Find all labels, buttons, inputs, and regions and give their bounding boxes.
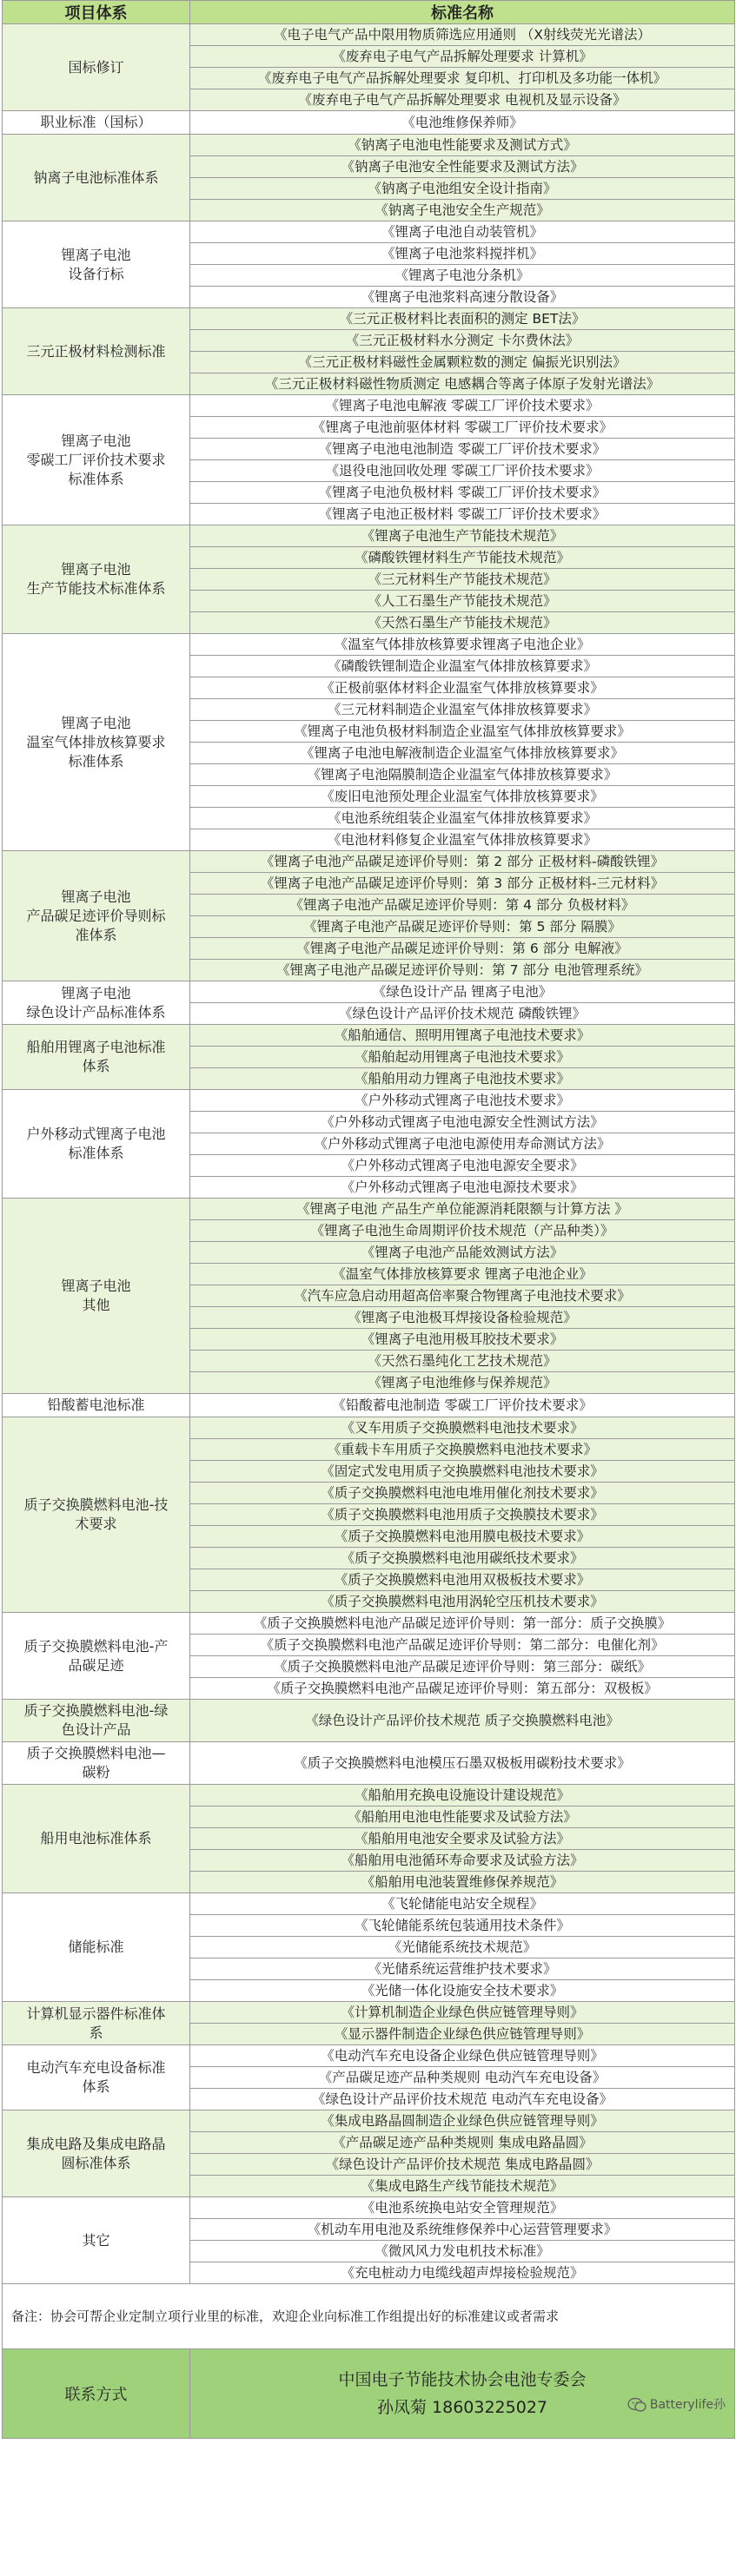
standard-name-cell: 《锂离子电池产品碳足迹评价导则：第 7 部分 电池管理系统》 [190,960,735,981]
category-cell: 电动汽车充电设备标准 体系 [3,2045,190,2110]
table-row [3,308,735,330]
category-cell: 锂离子电池 其他 [3,1199,190,1394]
standard-name-cell: 《废弃电子电气产品拆解处理要求 计算机》 [190,46,735,68]
table-body [3,24,735,2284]
standard-name-cell: 《微风风力发电机技术标准》 [190,2241,735,2262]
table-row [3,24,735,46]
category-cell: 户外移动式锂离子电池 标准体系 [3,1090,190,1199]
standard-name-cell: 《锂离子电池电池制造 零碳工厂评价技术要求》 [190,439,735,460]
standard-name-cell: 《光储系统运营维护技术要求》 [190,1958,735,1980]
category-cell: 锂离子电池 温室气体排放核算要求 标准体系 [3,634,190,851]
category-cell: 钠离子电池标准体系 [3,135,190,221]
table-row [3,1785,735,1807]
standard-name-cell: 《锂离子电池隔膜制造企业温室气体排放核算要求》 [190,764,735,786]
standard-name-cell: 《温室气体排放核算要求锂离子电池企业》 [190,634,735,656]
standard-name-cell: 《船舶用动力锂离子电池技术要求》 [190,1068,735,1090]
standard-name-cell: 《废弃电子电气产品拆解处理要求 复印机、打印机及多功能一体机》 [190,68,735,89]
contact-person: 孙凤菊 18603225027 [376,2398,547,2417]
standard-name-cell: 《锂离子电池产品碳足迹评价导则：第 5 部分 隔膜》 [190,916,735,938]
watermark [627,2391,726,2419]
standard-name-cell: 《钠离子电池安全生产规范》 [190,200,735,221]
standard-name-cell: 《锂离子电池极耳焊接设备检验规范》 [190,1307,735,1329]
standard-name-cell: 《电子电气产品中限用物质筛选应用通则 （X射线荧光光谱法） [190,24,735,46]
table-header-row [3,1,735,24]
category-cell: 船用电池标准体系 [3,1785,190,1893]
standard-name-cell: 《显示器件制造企业绿色供应链管理导则》 [190,2024,735,2045]
standard-name-cell: 《电池维修保养师》 [190,111,735,135]
standard-name-cell: 《正极前驱体材料企业温室气体排放核算要求》 [190,677,735,699]
standard-name-cell: 《光储能系统技术规范》 [190,1937,735,1958]
standard-name-cell: 《磷酸铁锂制造企业温室气体排放核算要求》 [190,656,735,677]
standard-name-cell: 《电池材料修复企业温室气体排放核算要求》 [190,829,735,851]
category-cell: 职业标准（国标） [3,111,190,135]
standard-name-cell: 《机动车用电池及系统维修保养中心运营管理要求》 [190,2219,735,2241]
category-cell: 船舶用锂离子电池标准 体系 [3,1025,190,1090]
standard-name-cell: 《锂离子电池 产品生产单位能源消耗限额与计算方法 》 [190,1199,735,1220]
standard-name-cell: 《钠离子电池电性能要求及测试方式》 [190,135,735,156]
standard-name-cell: 《产品碳足迹产品种类规则 集成电路晶圆》 [190,2132,735,2154]
standard-name-cell: 《锂离子电池生命周期评价技术规范（产品种类）》 [190,1220,735,1242]
standard-name-cell: 《集成电路晶圆制造企业绿色供应链管理导则》 [190,2110,735,2132]
standard-name-cell: 《飞轮储能电站安全规程》 [190,1893,735,1915]
table-row [3,1199,735,1220]
category-cell: 质子交换膜燃料电池— 碳粉 [3,1742,190,1785]
standard-name-cell: 《天然石墨生产节能技术规范》 [190,612,735,634]
standard-name-cell: 《户外移动式锂离子电池电源技术要求》 [190,1177,735,1199]
standard-name-cell: 《电池系统组装企业温室气体排放核算要求》 [190,808,735,829]
table-row [3,221,735,243]
watermark-text: Batterylife孙 [649,2398,726,2412]
standard-name-cell: 《铅酸蓄电池制造 零碳工厂评价技术要求》 [190,1394,735,1417]
standard-name-cell: 《退役电池回收处理 零碳工厂评价技术要求》 [190,460,735,482]
standard-name-cell: 《充电桩动力电缆线超声焊接检验规范》 [190,2262,735,2284]
contact-org: 中国电子节能技术协会电池专委会 [338,2370,587,2389]
table-row [3,2002,735,2024]
standard-name-cell: 《船舶用电池安全要求及试验方法》 [190,1828,735,1850]
category-cell: 储能标准 [3,1893,190,2002]
standard-name-cell: 《废弃电子电气产品拆解处理要求 电视机及显示设备》 [190,89,735,111]
standard-name-cell: 《锂离子电池负极材料制造企业温室气体排放核算要求》 [190,721,735,743]
table-row [3,1700,735,1742]
table-row [3,2197,735,2219]
standard-name-cell: 《船舶用电池装置维修保养规范》 [190,1872,735,1893]
table-row [3,634,735,656]
standard-name-cell: 《锂离子电池浆料搅拌机》 [190,243,735,265]
category-cell: 锂离子电池 生产节能技术标准体系 [3,525,190,634]
standard-name-cell: 《质子交换膜燃料电池用质子交换膜技术要求》 [190,1504,735,1526]
standard-name-cell: 《锂离子电池前驱体材料 零碳工厂评价技术要求》 [190,417,735,439]
contact-row [3,2349,735,2439]
standard-name-cell: 《户外移动式锂离子电池电源安全要求》 [190,1155,735,1177]
table-row [3,851,735,873]
standard-name-cell: 《质子交换膜燃料电池用膜电极技术要求》 [190,1526,735,1548]
standard-name-cell: 《磷酸铁锂材料生产节能技术规范》 [190,547,735,569]
standard-name-cell: 《锂离子电池用极耳胶技术要求》 [190,1329,735,1351]
table-row [3,1025,735,1047]
standard-name-cell: 《三元正极材料水分测定 卡尔费休法》 [190,330,735,352]
standard-name-cell: 《船舶用充换电设施设计建设规范》 [190,1785,735,1807]
standard-name-cell: 《人工石墨生产节能技术规范》 [190,591,735,612]
contact-label: 联系方式 [3,2349,190,2439]
header-standard-name: 标准名称 [190,1,735,24]
category-cell: 质子交换膜燃料电池-绿 色设计产品 [3,1700,190,1742]
standard-name-cell: 《计算机制造企业绿色供应链管理导则》 [190,2002,735,2024]
standards-table [2,0,735,2439]
standard-name-cell: 《三元正极材料磁性金属颗粒数的测定 偏振光识别法》 [190,352,735,373]
category-cell: 计算机显示器件标准体 系 [3,2002,190,2045]
standard-name-cell: 《质子交换膜燃料电池模压石墨双极板用碳粉技术要求》 [190,1742,735,1785]
standard-name-cell: 《重载卡车用质子交换膜燃料电池技术要求》 [190,1439,735,1461]
table-row [3,981,735,1003]
standard-name-cell: 《钠离子电池组安全设计指南》 [190,178,735,200]
standard-name-cell: 《绿色设计产品评价技术规范 集成电路晶圆》 [190,2154,735,2176]
standard-name-cell: 《集成电路生产线节能技术规范》 [190,2176,735,2197]
standard-name-cell: 《绿色设计产品评价技术规范 磷酸铁锂》 [190,1003,735,1025]
standard-name-cell: 《锂离子电池维修与保养规范》 [190,1372,735,1394]
standard-name-cell: 《锂离子电池电解液制造企业温室气体排放核算要求》 [190,743,735,764]
standard-name-cell: 《锂离子电池产品碳足迹评价导则：第 3 部分 正极材料-三元材料》 [190,873,735,895]
table-row [3,525,735,547]
standard-name-cell: 《锂离子电池浆料高速分散设备》 [190,287,735,308]
standard-name-cell: 《锂离子电池电解液 零碳工厂评价技术要求》 [190,395,735,417]
standard-name-cell: 《固定式发电用质子交换膜燃料电池技术要求》 [190,1461,735,1483]
table-row [3,395,735,417]
category-cell: 锂离子电池 产品碳足迹评价导则标 准体系 [3,851,190,981]
standard-name-cell: 《锂离子电池分条机》 [190,265,735,287]
standard-name-cell: 《产品碳足迹产品种类规则 电动汽车充电设备》 [190,2067,735,2089]
standard-name-cell: 《锂离子电池负极材料 零碳工厂评价技术要求》 [190,482,735,504]
standard-name-cell: 《船舶起动用锂离子电池技术要求》 [190,1047,735,1068]
standard-name-cell: 《三元正极材料比表面积的测定 BET法》 [190,308,735,330]
table-row [3,1613,735,1635]
standard-name-cell: 《电池系统换电站安全管理规范》 [190,2197,735,2219]
standard-name-cell: 《锂离子电池生产节能技术规范》 [190,525,735,547]
standard-name-cell: 《户外移动式锂离子电池技术要求》 [190,1090,735,1112]
standard-name-cell: 《叉车用质子交换膜燃料电池技术要求》 [190,1417,735,1439]
standard-name-cell: 《汽车应急启动用超高倍率聚合物锂离子电池技术要求》 [190,1285,735,1307]
category-cell: 其它 [3,2197,190,2284]
category-cell: 国标修订 [3,24,190,111]
standard-name-cell: 《质子交换膜燃料电池用涡轮空压机技术要求》 [190,1591,735,1613]
standard-name-cell: 《绿色设计产品评价技术规范 质子交换膜燃料电池》 [190,1700,735,1742]
standard-name-cell: 《户外移动式锂离子电池电源使用寿命测试方法》 [190,1133,735,1155]
table-row [3,1742,735,1785]
standard-name-cell: 《三元材料生产节能技术规范》 [190,569,735,591]
table-row [3,2045,735,2067]
standard-name-cell: 《质子交换膜燃料电池电堆用催化剂技术要求》 [190,1483,735,1504]
header-project-system: 项目体系 [3,1,190,24]
category-cell: 锂离子电池 零碳工厂评价技术要求 标准体系 [3,395,190,525]
standard-name-cell: 《船舶通信、照明用锂离子电池技术要求》 [190,1025,735,1047]
standard-name-cell: 《绿色设计产品评价技术规范 电动汽车充电设备》 [190,2089,735,2110]
table-row [3,1394,735,1417]
standard-name-cell: 《锂离子电池自动装管机》 [190,221,735,243]
standard-name-cell: 《绿色设计产品 锂离子电池》 [190,981,735,1003]
standard-name-cell: 《废旧电池预处理企业温室气体排放核算要求》 [190,786,735,808]
table-row [3,2110,735,2132]
standard-name-cell: 《温室气体排放核算要求 锂离子电池企业》 [190,1264,735,1285]
table-row [3,1893,735,1915]
contact-info [190,2349,735,2439]
standard-name-cell: 《质子交换膜燃料电池产品碳足迹评价导则：第五部分：双极板》 [190,1678,735,1700]
standard-name-cell: 《锂离子电池产品碳足迹评价导则：第 4 部分 负极材料》 [190,895,735,916]
category-cell: 质子交换膜燃料电池-技 术要求 [3,1417,190,1613]
standard-name-cell: 《三元材料制造企业温室气体排放核算要求》 [190,699,735,721]
table-row [3,1417,735,1439]
category-cell: 集成电路及集成电路晶 圆标准体系 [3,2110,190,2197]
standard-name-cell: 《锂离子电池正极材料 零碳工厂评价技术要求》 [190,504,735,525]
standard-name-cell: 《三元正极材料磁性物质测定 电感耦合等离子体原子发射光谱法》 [190,373,735,395]
standard-name-cell: 《锂离子电池产品碳足迹评价导则：第 6 部分 电解液》 [190,938,735,960]
note-text: 备注：协会可帮企业定制立项行业里的标准，欢迎企业向标准工作组提出好的标准建议或者需求 [3,2284,735,2349]
wechat-icon [627,2397,646,2413]
standard-name-cell: 《船舶用电池电性能要求及试验方法》 [190,1807,735,1828]
standard-name-cell: 《户外移动式锂离子电池电源安全性测试方法》 [190,1112,735,1133]
standard-name-cell: 《船舶用电池循环寿命要求及试验方法》 [190,1850,735,1872]
note-row [3,2284,735,2349]
standard-name-cell: 《钠离子电池安全性能要求及测试方法》 [190,156,735,178]
table-row [3,1090,735,1112]
table-row [3,135,735,156]
standard-name-cell: 《锂离子电池产品能效测试方法》 [190,1242,735,1264]
standard-name-cell: 《质子交换膜燃料电池产品碳足迹评价导则：第三部分：碳纸》 [190,1656,735,1678]
category-cell: 锂离子电池 绿色设计产品标准体系 [3,981,190,1025]
standard-name-cell: 《质子交换膜燃料电池用碳纸技术要求》 [190,1548,735,1569]
standard-name-cell: 《电动汽车充电设备企业绿色供应链管理导则》 [190,2045,735,2067]
standard-name-cell: 《质子交换膜燃料电池产品碳足迹评价导则：第一部分：质子交换膜》 [190,1613,735,1635]
category-cell: 锂离子电池 设备行标 [3,221,190,308]
table-row [3,111,735,135]
standard-name-cell: 《质子交换膜燃料电池用双极板技术要求》 [190,1569,735,1591]
category-cell: 铅酸蓄电池标准 [3,1394,190,1417]
category-cell: 质子交换膜燃料电池-产 品碳足迹 [3,1613,190,1700]
standard-name-cell: 《飞轮储能系统包装通用技术条件》 [190,1915,735,1937]
standard-name-cell: 《质子交换膜燃料电池产品碳足迹评价导则：第二部分：电催化剂》 [190,1635,735,1656]
standard-name-cell: 《锂离子电池产品碳足迹评价导则：第 2 部分 正极材料-磷酸铁锂》 [190,851,735,873]
standard-name-cell: 《光储一体化设施安全技术要求》 [190,1980,735,2002]
category-cell: 三元正极材料检测标准 [3,308,190,395]
standard-name-cell: 《天然石墨纯化工艺技术规范》 [190,1351,735,1372]
